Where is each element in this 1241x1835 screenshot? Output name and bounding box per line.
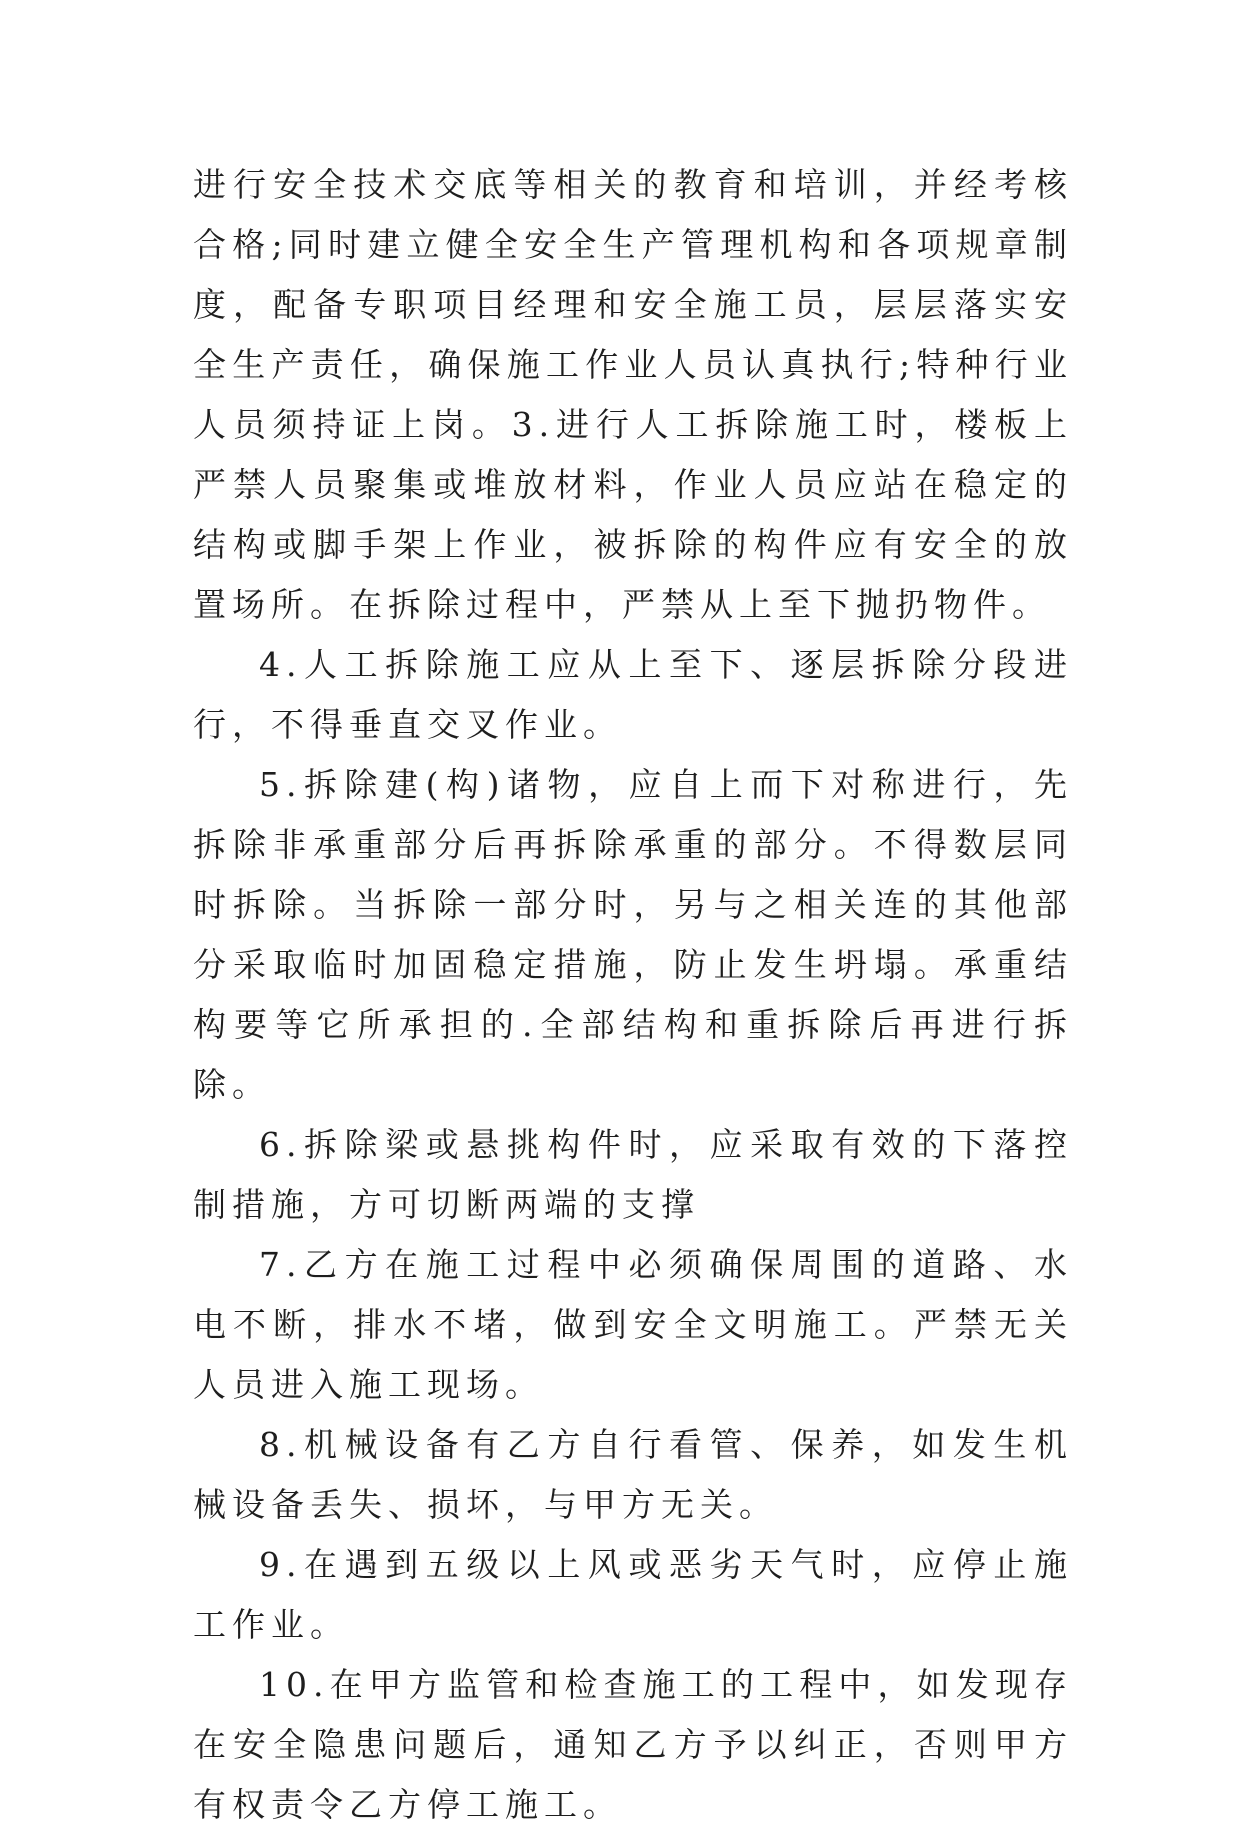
paragraph-item-10: 10.在甲方监管和检查施工的工程中，如发现存在安全隐患问题后，通知乙方予以纠正，否则甲方有权责令乙方停工施工。 (193, 1665, 1073, 1824)
paragraph-safety-training: 进行安全技术交底等相关的教育和培训，并经考核合格;同时建立健全安全生产管理机构和各项规章制度，配备专职项目经理和安全施工员，层层落实安全生产责任，确保施工作业人员认真执行;特种行业人员须持证上岗。3.进行人工拆除施工时，楼板上严禁人员聚集或堆放材料，作业人员应站在稳定的结构或脚手架上作业，被拆除的构件应有安全的放置场所。在拆除过程中，严禁从上至下抛扔物件。 (193, 165, 1073, 624)
paragraph-item-8: 8.机械设备有乙方自行看管、保养，如发生机械设备丢失、损坏，与甲方无关。 (193, 1425, 1073, 1524)
paragraph-item-9: 9.在遇到五级以上风或恶劣天气时，应停止施工作业。 (193, 1545, 1073, 1644)
document-body (193, 155, 1073, 1835)
paragraph-item-4: 4.人工拆除施工应从上至下、逐层拆除分段进行，不得垂直交叉作业。 (193, 645, 1073, 744)
paragraph-item-7: 7.乙方在施工过程中必须确保周围的道路、水电不断，排水不堵，做到安全文明施工。严禁无关人员进入施工现场。 (193, 1245, 1073, 1404)
paragraph-item-6: 6.拆除梁或悬挑构件时，应采取有效的下落控制措施，方可切断两端的支撑 (193, 1125, 1073, 1224)
paragraph-item-5: 5.拆除建(构)诸物，应自上而下对称进行，先拆除非承重部分后再拆除承重的部分。不得数层同时拆除。当拆除一部分时，另与之相关连的其他部分采取临时加固稳定措施，防止发生坍塌。承重结构要等它所承担的.全部结构和重拆除后再进行拆除。 (193, 765, 1073, 1104)
